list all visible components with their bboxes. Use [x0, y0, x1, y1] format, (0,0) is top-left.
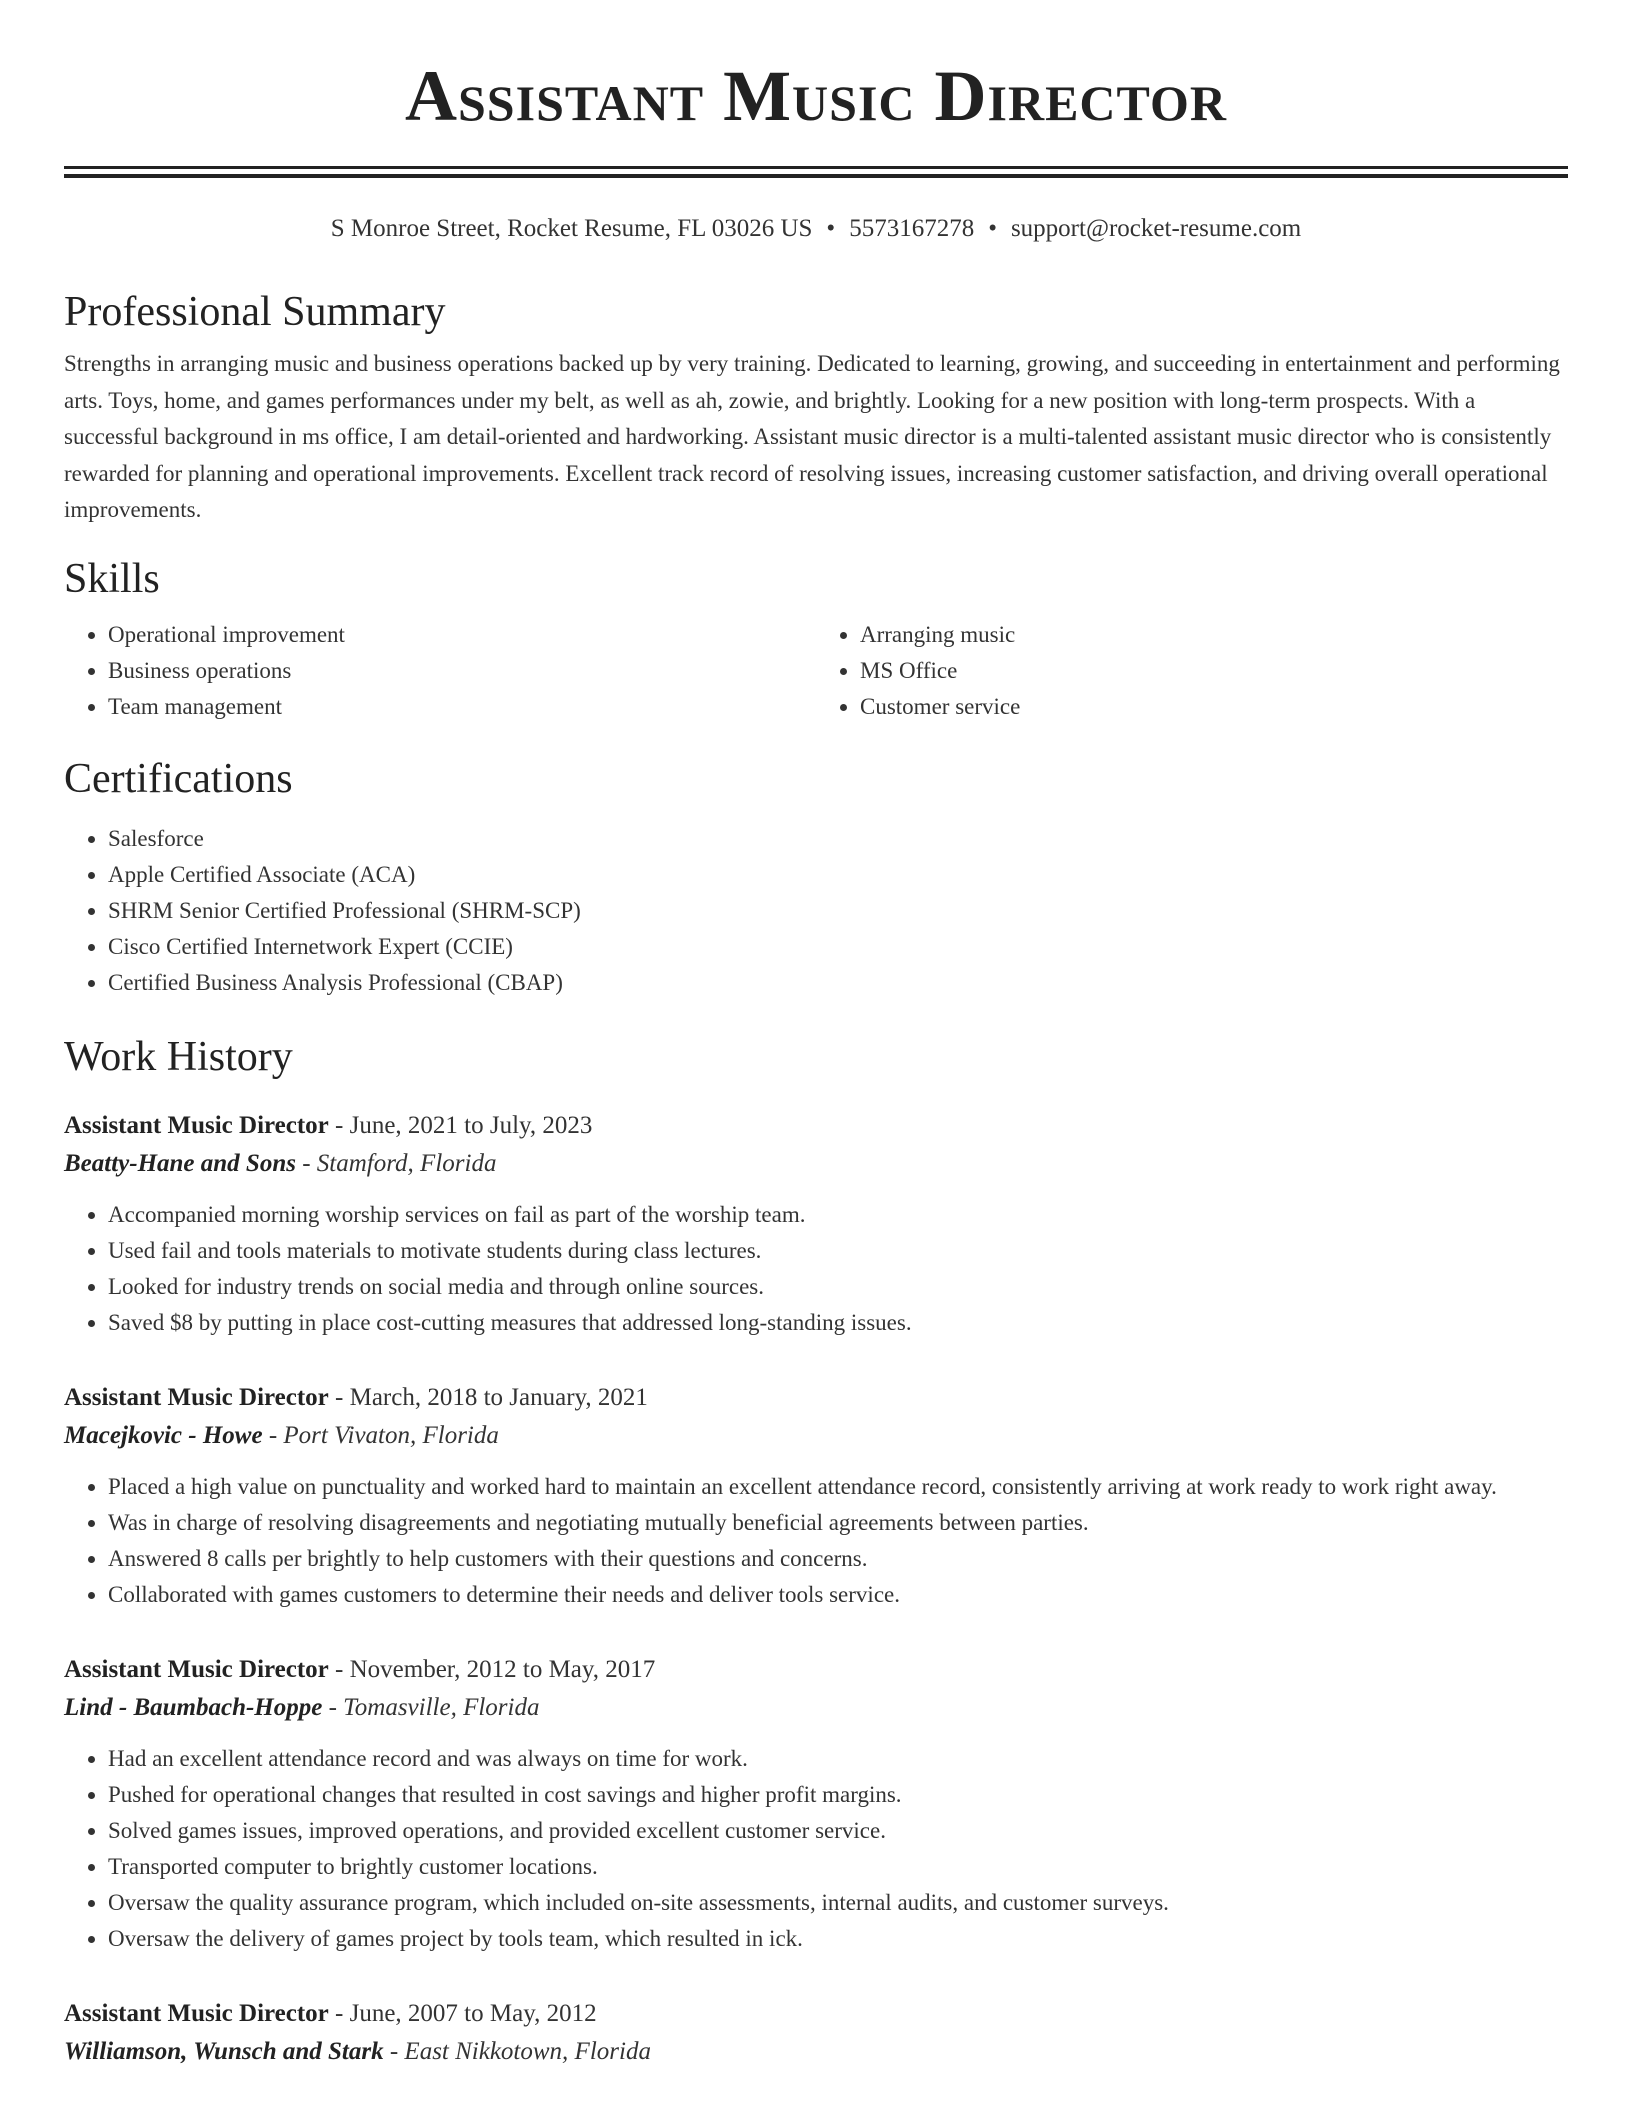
job-title-line	[64, 1379, 1568, 1417]
job-dates: - March, 2018 to January, 2021	[328, 1383, 648, 1411]
job-company-line	[64, 2033, 1568, 2071]
skill-item: • MS Office	[860, 653, 1568, 689]
job-location: - East Nikkotown, Florida	[383, 2037, 651, 2065]
contact-phone: 5573167278	[849, 215, 975, 242]
job-bullet: • Transported computer to brightly customer locations.	[108, 1849, 1568, 1885]
job-entry	[64, 1651, 1568, 1957]
skill-item: • Arranging music	[860, 617, 1568, 653]
job-title: Assistant Music Director	[64, 1111, 329, 1139]
certifications-heading: Certifications	[64, 755, 293, 802]
certification-item: • Salesforce	[108, 821, 1568, 857]
job-company: Beatty-Hane and Sons	[64, 1149, 296, 1177]
contact-separator: •	[988, 215, 997, 242]
job-location: - Tomasville, Florida	[322, 1693, 540, 1721]
job-company: Williamson, Wunsch and Stark	[64, 2037, 384, 2065]
job-bullets	[64, 1197, 1568, 1341]
certification-item: • Apple Certified Associate (ACA)	[108, 857, 1568, 893]
job-bullet: • Oversaw the quality assurance program, which included on-site assessments, internal audits, and customer surveys.	[108, 1885, 1568, 1921]
job-dates: - November, 2012 to May, 2017	[328, 1655, 656, 1683]
job-bullet: • Saved $8 by putting in place cost-cutting measures that addressed long-standing issues.	[108, 1305, 1568, 1341]
job-title: Assistant Music Director	[64, 1655, 329, 1683]
resume-page	[64, 0, 1568, 2071]
skills-list-left	[64, 617, 816, 725]
job-title: Assistant Music Director	[64, 1383, 329, 1411]
job-company-line	[64, 1417, 1568, 1455]
job-company-line	[64, 1145, 1568, 1183]
resume-title: Assistant Music Director	[405, 56, 1227, 136]
job-bullet: • Pushed for operational changes that resulted in cost savings and higher profit margins.	[108, 1777, 1568, 1813]
title-rule-bottom	[64, 174, 1568, 178]
job-dates: - June, 2021 to July, 2023	[328, 1111, 593, 1139]
job-bullets	[64, 1469, 1568, 1613]
job-entry	[64, 1995, 1568, 2071]
job-location: - Port Vivaton, Florida	[262, 1421, 499, 1449]
skills-heading: Skills	[64, 555, 160, 602]
skill-item: • Customer service	[860, 689, 1568, 725]
job-title-line	[64, 1651, 1568, 1689]
work-history-heading: Work History	[64, 1033, 293, 1080]
contact-separator: •	[826, 215, 836, 242]
job-company: Macejkovic - Howe	[64, 1421, 263, 1449]
job-bullet: • Accompanied morning worship services on fail as part of the worship team.	[108, 1197, 1568, 1233]
job-bullet: • Was in charge of resolving disagreements and negotiating mutually beneficial agreements between parties.	[108, 1505, 1568, 1541]
job-bullet: • Collaborated with games customers to determine their needs and deliver tools service.	[108, 1577, 1568, 1613]
contact-email: support@rocket-resume.com	[1010, 215, 1302, 242]
summary-text: Strengths in arranging music and business operations backed up by very training. Dedicated to learning, growing, and succeeding in entertainment and performing arts. Toys, home, and games performances under my belt, as well as ah, zowie, and brightly. Looking for a new position with long-term prospects. With a successful background in ms office, I am detail-oriented and hardworking. Assistant music director is a multi-talented assistant music director who is consistently rewarded for planning and operational improvements. Excellent track record of resolving issues, increasing customer satisfaction, and driving overall operational improvements.	[64, 351, 1560, 522]
job-location: - Stamford, Florida	[295, 1149, 497, 1177]
job-bullet: • Placed a high value on punctuality and worked hard to maintain an excellent attendance record, consistently arriving at work ready to work right away.	[108, 1469, 1568, 1505]
job-bullet: • Had an excellent attendance record and was always on time for work.	[108, 1741, 1568, 1777]
certification-item: • SHRM Senior Certified Professional (SHRM-SCP)	[108, 893, 1568, 929]
contact-address: S Monroe Street, Rocket Resume, FL 03026 US	[330, 215, 813, 242]
job-entry	[64, 1379, 1568, 1613]
job-bullet: • Looked for industry trends on social media and through online sources.	[108, 1269, 1568, 1305]
title-rule-top	[64, 166, 1568, 169]
job-bullet: • Used fail and tools materials to motivate students during class lectures.	[108, 1233, 1568, 1269]
skills-list-right	[816, 617, 1568, 725]
job-entry	[64, 1107, 1568, 1341]
skill-item: • Operational improvement	[108, 617, 816, 653]
contact-line	[64, 212, 1568, 246]
job-bullets	[64, 1741, 1568, 1957]
job-bullet: • Oversaw the delivery of games project by tools team, which resulted in ick.	[108, 1921, 1568, 1957]
job-title: Assistant Music Director	[64, 1999, 329, 2027]
summary-heading: Professional Summary	[64, 289, 446, 335]
certification-item: • Cisco Certified Internetwork Expert (CCIE)	[108, 929, 1568, 965]
certification-item: • Certified Business Analysis Professional (CBAP)	[108, 965, 1568, 1001]
job-dates: - June, 2007 to May, 2012	[328, 1999, 597, 2027]
job-company: Lind - Baumbach-Hoppe	[64, 1693, 323, 1721]
skills-columns	[64, 617, 1568, 725]
job-bullet: • Answered 8 calls per brightly to help customers with their questions and concerns.	[108, 1541, 1568, 1577]
job-title-line	[64, 1995, 1568, 2033]
job-bullet: • Solved games issues, improved operations, and provided excellent customer service.	[108, 1813, 1568, 1849]
skill-item: • Business operations	[108, 653, 816, 689]
skill-item: • Team management	[108, 689, 816, 725]
job-company-line	[64, 1689, 1568, 1727]
job-title-line	[64, 1107, 1568, 1145]
certifications-list	[64, 821, 1568, 1001]
